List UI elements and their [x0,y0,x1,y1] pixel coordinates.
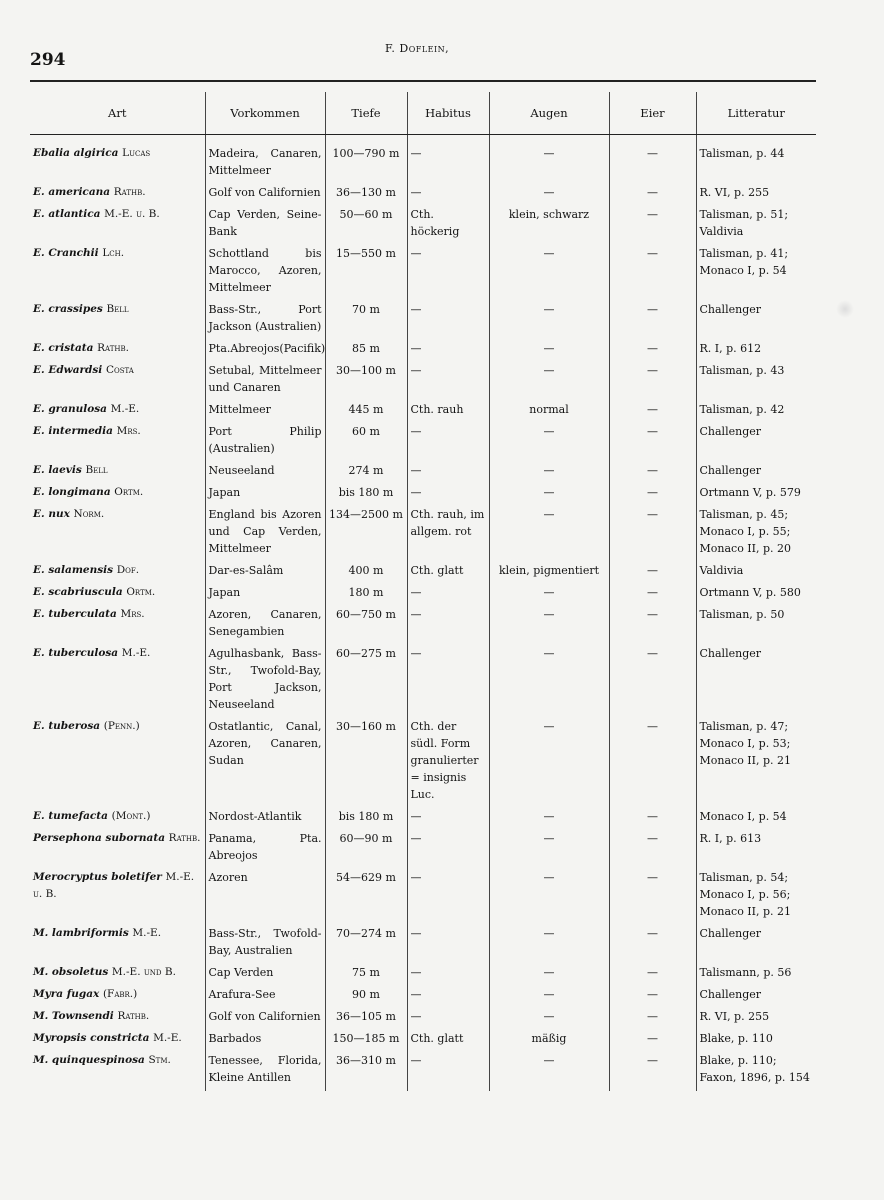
cell-habitus: — [407,1008,489,1030]
cell-vorkommen: Dar-es-Salâm [205,562,325,584]
table-row [30,808,816,830]
species-author: Mrs. [116,425,141,437]
cell-augen: normal [489,401,609,423]
cell-habitus: — [407,645,489,718]
cell-vorkommen: Azoren [205,869,325,925]
cell-art [30,869,205,925]
cell-litteratur: Talisman, p. 42 [696,401,816,423]
cell-litteratur: Challenger [696,301,816,340]
cell-eier: — [609,506,696,562]
cell-eier: — [609,606,696,645]
table-row [30,301,816,340]
table-row [30,562,816,584]
species-name: Myra fugax [33,988,100,1000]
header-habitus: Habitus [407,92,489,135]
cell-litteratur: R. VI, p. 255 [696,184,816,206]
cell-art [30,462,205,484]
cell-tiefe: 75 m [325,964,407,986]
cell-vorkommen: Cap Verden [205,964,325,986]
cell-art [30,718,205,808]
species-name: E. Edwardsi [33,364,103,376]
cell-augen: — [489,484,609,506]
cell-augen: — [489,584,609,606]
cell-eier: — [609,484,696,506]
cell-eier: — [609,1030,696,1052]
species-author: M.-E. [121,647,151,659]
cell-litteratur: R. I, p. 612 [696,340,816,362]
table-row [30,645,816,718]
species-author: M.-E. und B. [111,966,176,978]
cell-augen: — [489,645,609,718]
cell-art [30,1030,205,1052]
species-name: Merocryptus boletifer [33,871,162,883]
species-name: M. obsoletus [33,966,109,978]
cell-art [30,808,205,830]
cell-vorkommen: England bis Azoren und Cap Verden, Mittelmeer [205,506,325,562]
cell-eier: — [609,584,696,606]
cell-eier: — [609,401,696,423]
cell-vorkommen: Port Philip (Australien) [205,423,325,462]
cell-vorkommen: Pta.Abreojos(Pacifik) [205,340,325,362]
cell-litteratur: Talisman, p. 41; Monaco I, p. 54 [696,245,816,301]
cell-vorkommen: Japan [205,584,325,606]
cell-eier: — [609,1008,696,1030]
paper-stain [836,300,854,318]
cell-habitus: — [407,362,489,401]
cell-eier: — [609,562,696,584]
cell-art [30,1052,205,1091]
cell-augen: — [489,869,609,925]
cell-augen: — [489,830,609,869]
cell-art [30,340,205,362]
cell-augen: — [489,362,609,401]
table-row [30,206,816,245]
cell-habitus: Cth. rauh [407,401,489,423]
species-author: Norm. [73,508,105,520]
cell-tiefe: 60—750 m [325,606,407,645]
cell-art [30,423,205,462]
cell-habitus: — [407,869,489,925]
cell-tiefe: 54—629 m [325,869,407,925]
species-name: E. cristata [33,342,94,354]
species-table [30,92,816,1091]
cell-augen: — [489,245,609,301]
species-name: E. tuberosa [33,720,101,732]
cell-litteratur: Talismann, p. 56 [696,964,816,986]
cell-eier: — [609,808,696,830]
cell-habitus: — [407,145,489,184]
header-litteratur: Litteratur [696,92,816,135]
species-name: E. americana [33,186,111,198]
table-row [30,1008,816,1030]
species-author: Ortm. [126,586,156,598]
cell-habitus: Cth. glatt [407,1030,489,1052]
cell-augen: — [489,184,609,206]
species-author: Lch. [102,247,125,259]
species-name: M. quinquespinosa [33,1054,145,1066]
species-author: M.-E. [153,1032,182,1044]
species-author: Rathb. [168,832,201,844]
cell-art [30,301,205,340]
cell-habitus: — [407,301,489,340]
cell-vorkommen: Schottland bis Marocco, Azoren, Mittelmeer [205,245,325,301]
cell-augen: — [489,1052,609,1091]
table-row [30,606,816,645]
cell-eier: — [609,184,696,206]
cell-augen: — [489,301,609,340]
cell-habitus: Cth. höckerig [407,206,489,245]
species-name: Myropsis constricta [33,1032,150,1044]
table-row [30,869,816,925]
cell-habitus: — [407,184,489,206]
table-row [30,925,816,964]
cell-vorkommen: Setubal, Mittelmeer und Canaren [205,362,325,401]
cell-habitus: — [407,340,489,362]
cell-art [30,1008,205,1030]
cell-eier: — [609,362,696,401]
cell-augen: klein, schwarz [489,206,609,245]
cell-vorkommen: Panama, Pta. Abreojos [205,830,325,869]
cell-litteratur: Talisman, p. 43 [696,362,816,401]
cell-habitus: — [407,925,489,964]
cell-augen: — [489,925,609,964]
cell-augen: — [489,718,609,808]
species-name: E. tuberculosa [33,647,119,659]
species-author: (Penn.) [103,720,140,732]
cell-tiefe: 85 m [325,340,407,362]
cell-art [30,562,205,584]
cell-vorkommen: Madeira, Canaren, Mittelmeer [205,145,325,184]
cell-vorkommen: Japan [205,484,325,506]
cell-litteratur: Monaco I, p. 54 [696,808,816,830]
cell-vorkommen: Cap Verden, Seine-Bank [205,206,325,245]
cell-eier: — [609,245,696,301]
cell-eier: — [609,340,696,362]
species-author: M.-E. [132,927,162,939]
cell-habitus: — [407,484,489,506]
cell-litteratur: Challenger [696,986,816,1008]
top-rule [30,80,816,82]
species-name: E. salamensis [33,564,114,576]
cell-art [30,584,205,606]
cell-art [30,362,205,401]
header-gap [30,135,816,146]
cell-art [30,830,205,869]
cell-augen: — [489,145,609,184]
cell-litteratur: Blake, p. 110; Faxon, 1896, p. 154 [696,1052,816,1091]
species-author: Rathb. [113,186,146,198]
cell-litteratur: Challenger [696,423,816,462]
cell-vorkommen: Bass-Str., Port Jackson (Australien) [205,301,325,340]
table-row [30,506,816,562]
cell-eier: — [609,869,696,925]
cell-augen: — [489,506,609,562]
species-name: Persephona subornata [33,832,166,844]
species-name: E. laevis [33,464,82,476]
cell-vorkommen: Tenessee, Florida, Kleine Antillen [205,1052,325,1091]
cell-art [30,401,205,423]
species-name: M. Townsendi [33,1010,114,1022]
cell-vorkommen: Nordost-Atlantik [205,808,325,830]
species-author: Costa [105,364,134,376]
table-row [30,245,816,301]
cell-habitus: — [407,830,489,869]
cell-eier: — [609,462,696,484]
header-art: Art [30,92,205,135]
species-name: E. tuberculata [33,608,117,620]
page-number: 294 [30,50,66,70]
cell-litteratur: Talisman, p. 50 [696,606,816,645]
species-author: Bell [85,464,108,476]
cell-tiefe: 36—130 m [325,184,407,206]
cell-tiefe: 134—2500 m [325,506,407,562]
species-author: Stm. [148,1054,171,1066]
cell-habitus: Cth. der südl. Form granulierter = insignis Luc. [407,718,489,808]
table-row [30,830,816,869]
cell-habitus: — [407,986,489,1008]
cell-vorkommen: Mittelmeer [205,401,325,423]
cell-eier: — [609,830,696,869]
species-author: M.-E. u. B. [104,208,160,220]
table-row [30,340,816,362]
cell-tiefe: 274 m [325,462,407,484]
cell-tiefe: 445 m [325,401,407,423]
header-augen: Augen [489,92,609,135]
cell-tiefe: 36—105 m [325,1008,407,1030]
species-name: E. crassipes [33,303,103,315]
cell-art [30,145,205,184]
cell-litteratur: Blake, p. 110 [696,1030,816,1052]
cell-augen: — [489,1008,609,1030]
cell-augen: — [489,986,609,1008]
cell-augen: — [489,423,609,462]
cell-vorkommen: Ostatlantic, Canal, Azoren, Canaren, Sudan [205,718,325,808]
cell-vorkommen: Golf von Californien [205,184,325,206]
cell-eier: — [609,206,696,245]
cell-tiefe: 70—274 m [325,925,407,964]
cell-eier: — [609,301,696,340]
cell-habitus: — [407,462,489,484]
cell-augen: — [489,808,609,830]
species-author: Rathb. [117,1010,150,1022]
cell-litteratur: Valdivia [696,562,816,584]
cell-art [30,964,205,986]
cell-augen: — [489,606,609,645]
species-author: Mrs. [120,608,145,620]
header-tiefe: Tiefe [325,92,407,135]
species-name: E. atlantica [33,208,101,220]
cell-art [30,184,205,206]
cell-art [30,206,205,245]
cell-augen: — [489,340,609,362]
cell-habitus: Cth. rauh, im allgem. rot [407,506,489,562]
species-author: M.-E. [110,403,140,415]
cell-litteratur: Challenger [696,925,816,964]
cell-augen: mäßig [489,1030,609,1052]
cell-litteratur: Talisman, p. 51; Valdivia [696,206,816,245]
table-row [30,986,816,1008]
species-author: Bell [106,303,129,315]
table-row [30,718,816,808]
cell-habitus: — [407,808,489,830]
cell-tiefe: 400 m [325,562,407,584]
table-row [30,964,816,986]
table-row [30,1030,816,1052]
cell-eier: — [609,986,696,1008]
cell-litteratur: Ortmann V, p. 579 [696,484,816,506]
cell-vorkommen: Neuseeland [205,462,325,484]
species-author: Ortm. [114,486,144,498]
cell-vorkommen: Bass-Str., Twofold-Bay, Australien [205,925,325,964]
cell-habitus: — [407,584,489,606]
species-name: E. intermedia [33,425,113,437]
cell-eier: — [609,145,696,184]
cell-tiefe: bis 180 m [325,484,407,506]
header-row [30,92,816,135]
cell-eier: — [609,645,696,718]
cell-tiefe: 180 m [325,584,407,606]
table-body [30,135,816,1092]
species-author: Dof. [116,564,140,576]
table-row [30,423,816,462]
cell-eier: — [609,1052,696,1091]
cell-litteratur: R. VI, p. 255 [696,1008,816,1030]
cell-augen: klein, pigmentiert [489,562,609,584]
cell-tiefe: 70 m [325,301,407,340]
cell-litteratur: R. I, p. 613 [696,830,816,869]
cell-tiefe: 90 m [325,986,407,1008]
cell-tiefe: 30—160 m [325,718,407,808]
cell-augen: — [489,462,609,484]
cell-litteratur: Talisman, p. 54; Monaco I, p. 56; Monaco II, p. 21 [696,869,816,925]
cell-art [30,645,205,718]
cell-art [30,986,205,1008]
species-author: (Mont.) [111,810,151,822]
cell-art [30,506,205,562]
cell-tiefe: 36—310 m [325,1052,407,1091]
cell-tiefe: 100—790 m [325,145,407,184]
table-row [30,462,816,484]
cell-habitus: — [407,964,489,986]
cell-tiefe: 50—60 m [325,206,407,245]
species-author: M.-E. u. B. [33,871,195,900]
cell-litteratur: Challenger [696,645,816,718]
cell-habitus: — [407,1052,489,1091]
cell-tiefe: 60—90 m [325,830,407,869]
cell-litteratur: Ortmann V, p. 580 [696,584,816,606]
cell-habitus: Cth. glatt [407,562,489,584]
cell-eier: — [609,964,696,986]
cell-vorkommen: Agulhasbank, Bass-Str., Twofold-Bay, Port Jackson, Neuseeland [205,645,325,718]
species-name: E. Cranchii [33,247,99,259]
table-row [30,145,816,184]
cell-litteratur: Talisman, p. 45; Monaco I, p. 55; Monaco II, p. 20 [696,506,816,562]
table-row [30,401,816,423]
cell-tiefe: 150—185 m [325,1030,407,1052]
cell-habitus: — [407,423,489,462]
species-author: (Fabr.) [102,988,138,1000]
cell-art [30,925,205,964]
cell-art [30,245,205,301]
species-author: Lucas [122,147,151,159]
species-name: E. granulosa [33,403,107,415]
cell-augen: — [489,964,609,986]
cell-vorkommen: Golf von Californien [205,1008,325,1030]
cell-tiefe: 15—550 m [325,245,407,301]
cell-habitus: — [407,245,489,301]
cell-vorkommen: Azoren, Canaren, Senegambien [205,606,325,645]
cell-tiefe: 60—275 m [325,645,407,718]
cell-litteratur: Talisman, p. 44 [696,145,816,184]
cell-art [30,606,205,645]
species-name: E. longimana [33,486,111,498]
cell-vorkommen: Barbados [205,1030,325,1052]
cell-tiefe: 30—100 m [325,362,407,401]
species-name: E. nux [33,508,70,520]
species-name: E. scabriuscula [33,586,123,598]
cell-eier: — [609,718,696,808]
table-row [30,362,816,401]
species-author: Rathb. [97,342,129,354]
cell-tiefe: 60 m [325,423,407,462]
cell-litteratur: Talisman, p. 47; Monaco I, p. 53; Monaco II, p. 21 [696,718,816,808]
cell-litteratur: Challenger [696,462,816,484]
table-row [30,184,816,206]
table-row [30,484,816,506]
cell-tiefe: bis 180 m [325,808,407,830]
cell-eier: — [609,423,696,462]
cell-art [30,484,205,506]
header-vorkommen: Vorkommen [205,92,325,135]
species-name: Ebalia algirica [33,147,119,159]
cell-vorkommen: Arafura-See [205,986,325,1008]
cell-eier: — [609,925,696,964]
species-name: E. tumefacta [33,810,108,822]
table-row [30,1052,816,1091]
table-row [30,584,816,606]
running-head: F. Doflein, [385,42,450,55]
cell-habitus: — [407,606,489,645]
header-eier: Eier [609,92,696,135]
species-name: M. lambriformis [33,927,129,939]
